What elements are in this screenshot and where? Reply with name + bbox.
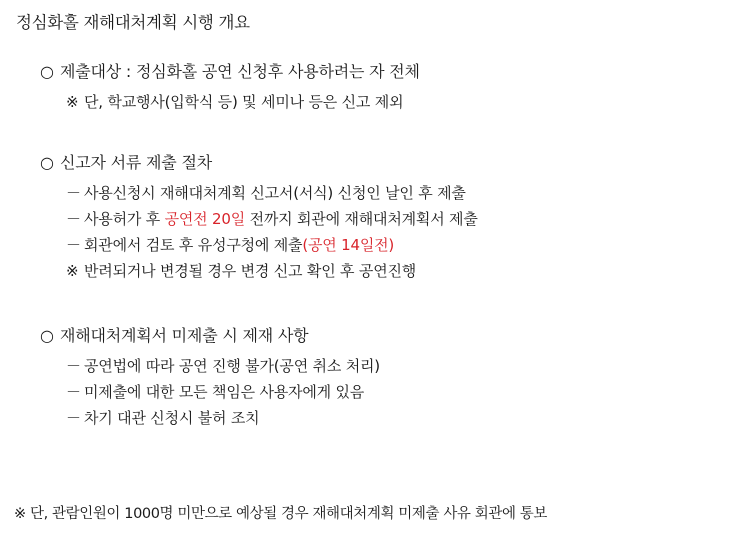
- list-item: [66, 232, 734, 258]
- list-item: [66, 89, 734, 115]
- section-heading-text: 신고자 서류 제출 절차: [60, 152, 212, 172]
- list-item-marker: －: [66, 236, 81, 255]
- section-heading: [40, 323, 734, 346]
- list-item-marker: －: [66, 209, 81, 228]
- list-item-text: 사용허가 후: [84, 209, 165, 228]
- list-item-marker: －: [66, 409, 81, 428]
- footnote-marker: ※: [14, 506, 26, 522]
- section-submission-targets: [14, 59, 734, 115]
- list-item: [66, 258, 734, 284]
- section-marker: ○: [40, 152, 54, 172]
- list-item-text: 미제출에 대한 모든 책임은 사용자에게 있음: [84, 382, 365, 401]
- list-item-marker: －: [66, 356, 81, 375]
- section-items: [14, 353, 734, 432]
- list-item-text: 차기 대관 신청시 불허 조치: [84, 409, 260, 428]
- list-item: [66, 405, 734, 431]
- section-heading: [40, 150, 734, 173]
- list-item-marker: －: [66, 382, 81, 401]
- emphasis-text: 공연전 20일: [164, 209, 246, 228]
- section-marker: ○: [40, 325, 54, 345]
- section-marker: ○: [40, 62, 54, 82]
- list-item: [66, 206, 734, 232]
- footnote: [14, 502, 547, 523]
- section-heading-text: 재해대처계획서 미제출 시 제재 사항: [60, 325, 309, 345]
- list-item-text-tail: 전까지 회관에 재해대처계획서 제출: [245, 209, 478, 228]
- footnote-text: 단, 관람인원이 1000명 미만으로 예상될 경우 재해대처계획 미제출 사유 회관에 통보: [29, 506, 547, 522]
- list-item-marker: ※: [66, 93, 79, 112]
- emphasis-text: (공연 14일전): [302, 236, 395, 255]
- list-item-text: 반려되거나 변경될 경우 변경 신고 확인 후 공연진행: [84, 262, 417, 281]
- list-item-marker: －: [66, 183, 81, 202]
- list-item: [66, 353, 734, 379]
- list-item: [66, 180, 734, 206]
- section-heading: [40, 59, 734, 82]
- list-item-text: 회관에서 검토 후 유성구청에 제출: [84, 236, 303, 255]
- section-filing-procedure: [14, 150, 734, 285]
- list-item-text: 단, 학교행사(입학식 등) 및 세미나 등은 신고 제외: [84, 93, 404, 112]
- page-title: 정심화홀 재해대처계획 시행 개요: [16, 13, 250, 32]
- list-item: [66, 379, 734, 405]
- section-items: [14, 180, 734, 285]
- section-items: [14, 89, 734, 115]
- list-item-text: 사용신청시 재해대처계획 신고서(서식) 신청인 날인 후 제출: [84, 183, 466, 202]
- section-penalties: [14, 323, 734, 432]
- list-item-marker: ※: [66, 262, 79, 281]
- section-heading-text: 제출대상 : 정심화홀 공연 신청후 사용하려는 자 전체: [60, 62, 420, 82]
- list-item-text: 공연법에 따라 공연 진행 불가(공연 취소 처리): [84, 356, 380, 375]
